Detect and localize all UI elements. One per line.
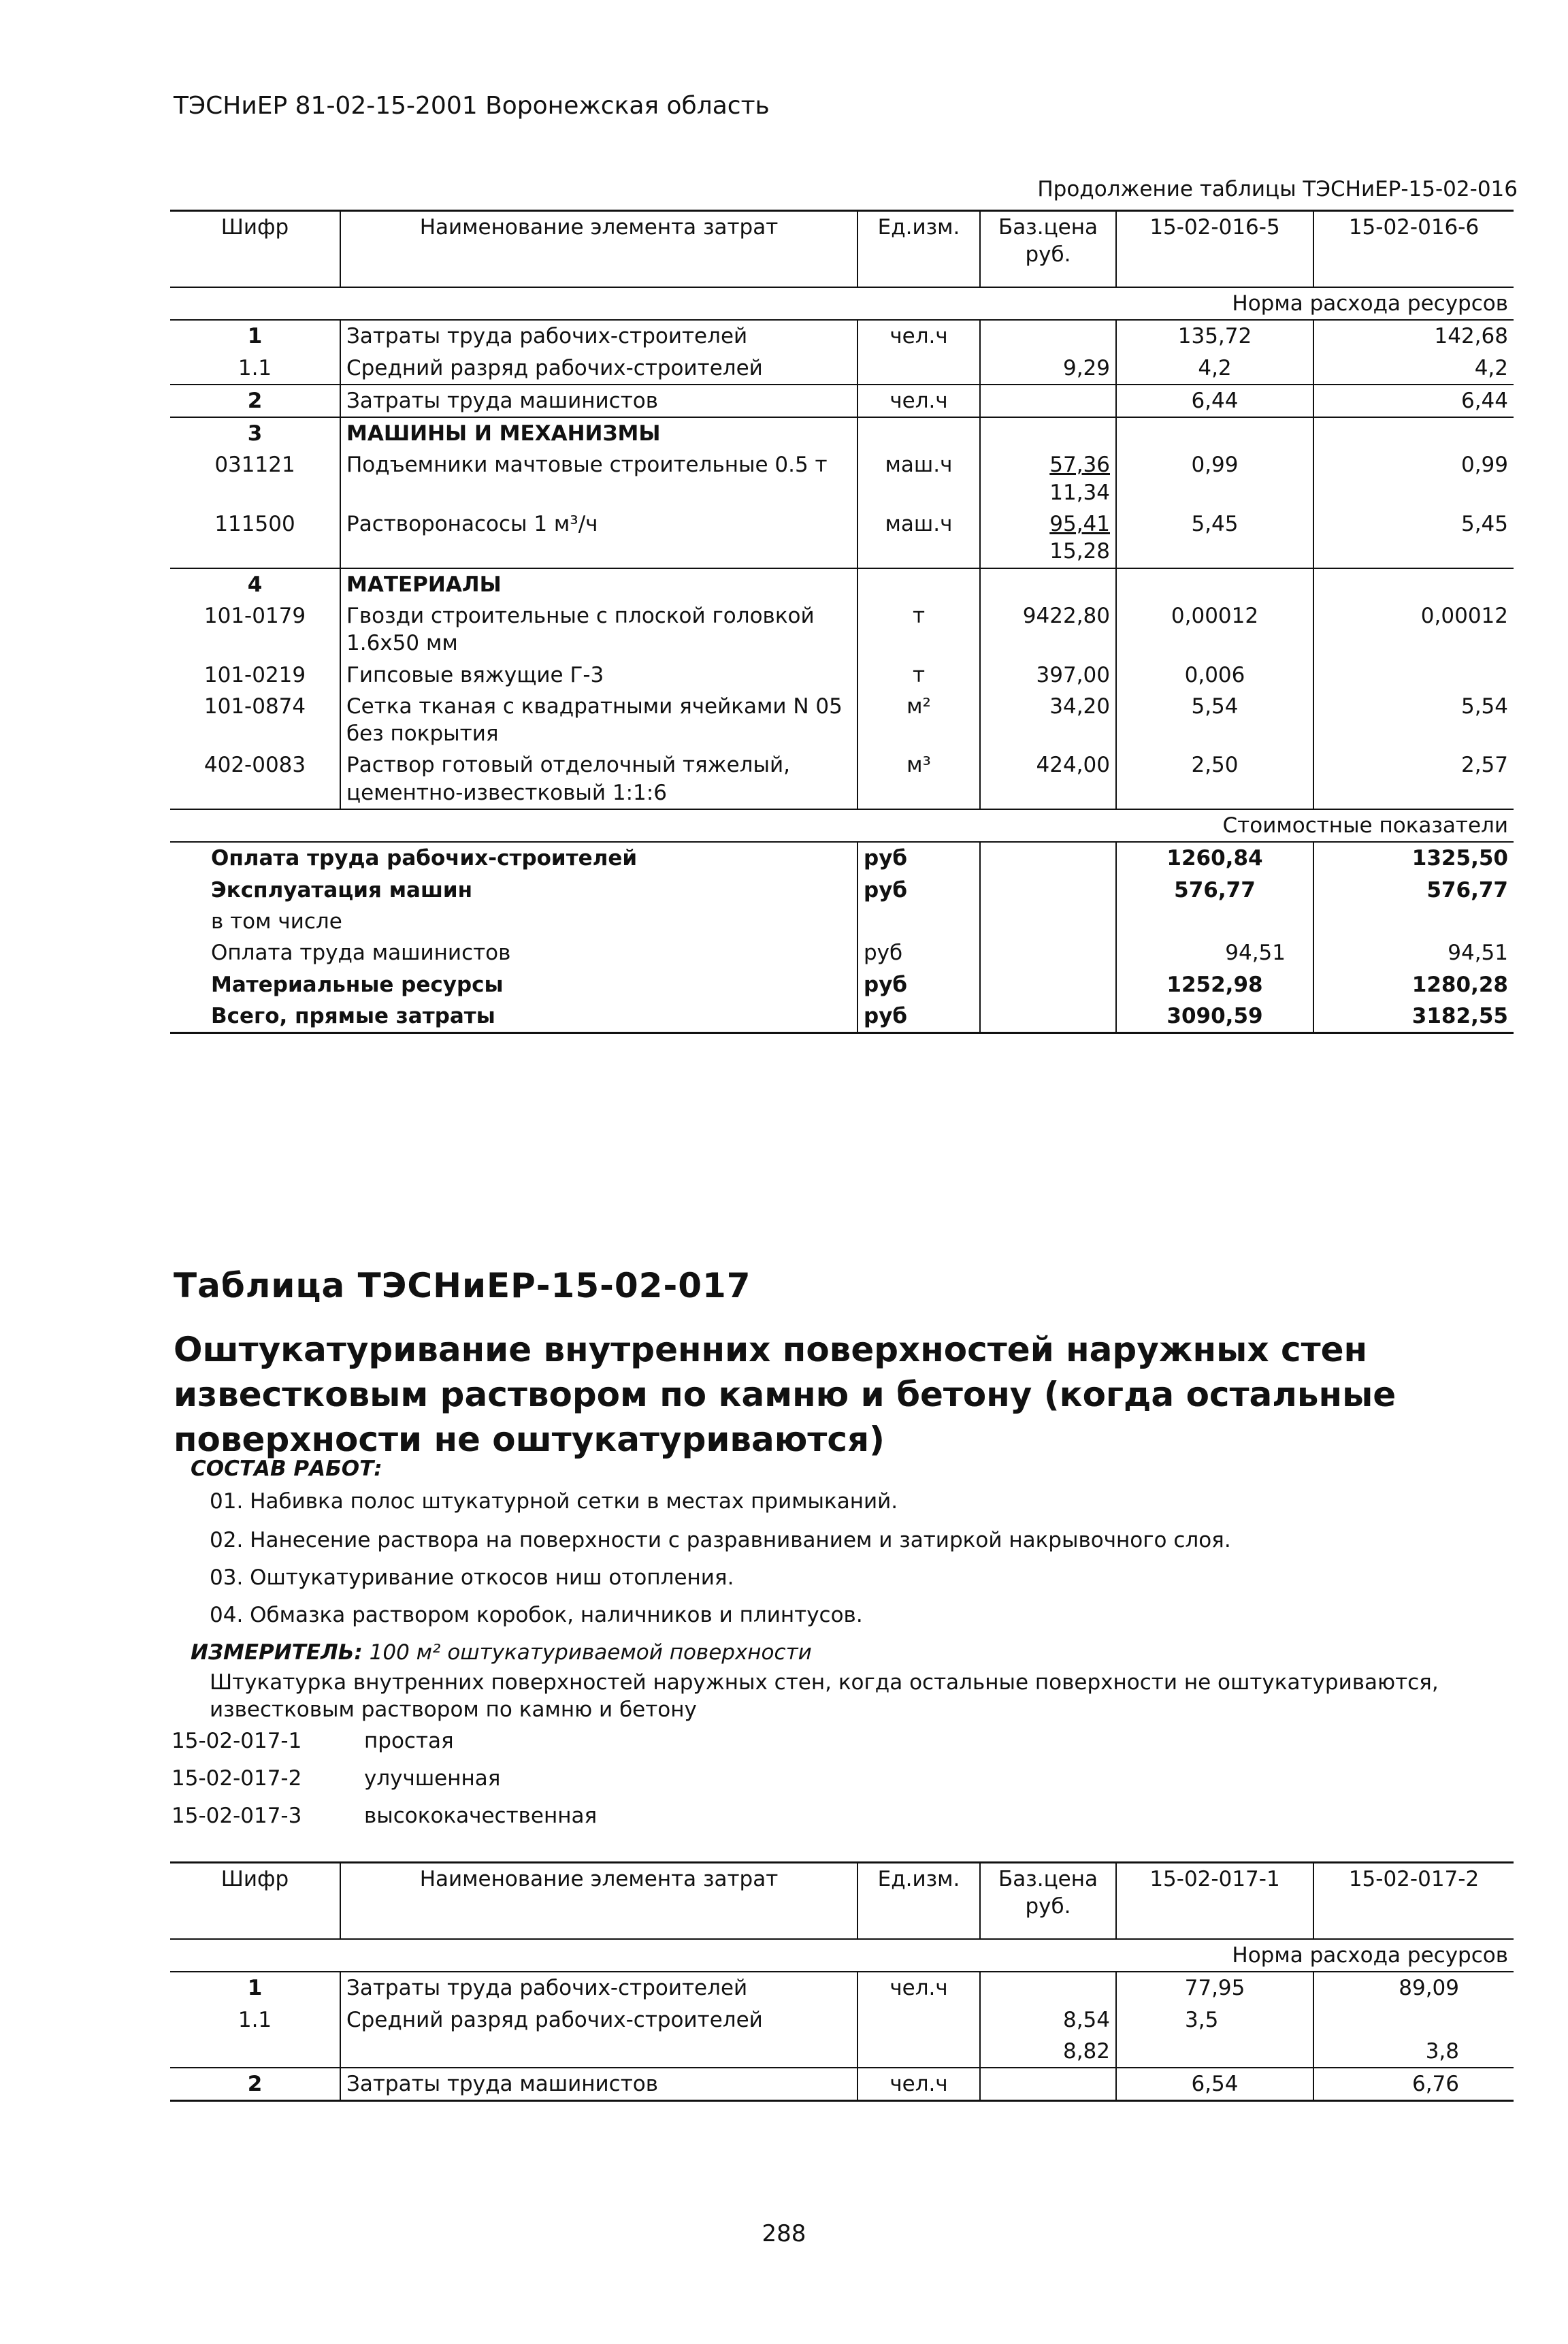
- cost-v1: 1252,98: [1116, 969, 1313, 1000]
- cost-row: [170, 937, 1514, 968]
- cost-v1: 1260,84: [1116, 842, 1313, 874]
- cost-v2: 576,77: [1313, 875, 1514, 906]
- row-unit: т: [858, 660, 980, 691]
- row-unit: маш.ч: [858, 508, 980, 568]
- resource-table-017: [170, 1861, 1514, 2102]
- row-name: Гвозди строительные с плоской головкой 1.6х50 мм: [340, 600, 858, 660]
- row-name: Гипсовые вяжущие Г-3: [340, 660, 858, 691]
- row-code: 1.1: [170, 353, 340, 385]
- cost-header-row: [170, 809, 1514, 842]
- row-name: Средний разряд рабочих-строителей: [340, 2004, 858, 2036]
- row-code: 101-0874: [203, 694, 306, 719]
- row-code: 101-0179: [203, 603, 306, 628]
- cost-v2: 94,51: [1313, 937, 1514, 968]
- cost-label: в том числе: [211, 909, 342, 934]
- row-price: [980, 320, 1116, 352]
- row-v2: 5,45: [1313, 508, 1514, 568]
- table-row: [170, 660, 1514, 691]
- cost-label: Эксплуатация машин: [211, 877, 473, 902]
- row-unit: чел.ч: [858, 1972, 980, 2004]
- table-header-row: [170, 211, 1514, 288]
- row-v2: 142,68: [1313, 320, 1514, 352]
- table-row: [170, 2036, 1514, 2068]
- works-header: СОСТАВ РАБОТ:: [191, 1456, 382, 1481]
- table-header-row: [170, 1863, 1514, 1940]
- row-v1: 77,95: [1116, 1972, 1313, 2004]
- norm-header-row: [170, 1939, 1514, 1972]
- price-bottom: 15,28: [1049, 539, 1110, 564]
- measure-value: 100 м² оштукатуриваемой поверхности: [369, 1640, 812, 1665]
- cost-label: Оплата труда машинистов: [211, 941, 511, 966]
- row-unit: чел.ч: [858, 385, 980, 417]
- cost-v1: 3090,59: [1116, 1000, 1313, 1033]
- variant-name: высококачественная: [364, 1804, 598, 1828]
- price-top: 57,36: [1049, 453, 1110, 478]
- row-code: 4: [247, 572, 263, 597]
- col-price: Баз.цена руб.: [980, 1863, 1116, 1940]
- col-unit: Ед.изм.: [858, 211, 980, 288]
- variant-code: 15-02-017-3: [172, 1804, 302, 1828]
- description: Штукатурка внутренних поверхностей наружных стен, когда остальные поверхности не оштукатуриваются, известковым раствором по камню и бетону: [210, 1670, 1439, 1723]
- cost-row: [170, 875, 1514, 906]
- measure-label: ИЗМЕРИТЕЛЬ:: [191, 1640, 363, 1665]
- row-code: 2: [170, 2068, 340, 2101]
- row-v2: 0,00012: [1313, 600, 1514, 660]
- row-v1: 135,72: [1116, 320, 1313, 352]
- row-v2: 3,8: [1313, 2036, 1514, 2068]
- row-code: 031121: [214, 453, 295, 478]
- measure-line: [191, 1640, 812, 1665]
- cost-header: Стоимостные показатели: [170, 809, 1514, 842]
- col-name: Наименование элемента затрат: [340, 1863, 858, 1940]
- row-price: 8,54: [980, 2004, 1116, 2036]
- col-code: Шифр: [170, 1863, 340, 1940]
- row-v1: 6,44: [1116, 385, 1313, 417]
- cost-row: [170, 842, 1514, 874]
- norm-header: Норма расхода ресурсов: [170, 287, 1514, 320]
- cost-v2: 1280,28: [1313, 969, 1514, 1000]
- row-unit: т: [858, 600, 980, 660]
- row-price: 397,00: [980, 660, 1116, 691]
- col-unit: Ед.изм.: [858, 1863, 980, 1940]
- row-name: Сетка тканая с квадратными ячейками N 05 без покрытия: [340, 691, 858, 750]
- row-v1: 0,006: [1116, 660, 1313, 691]
- cost-unit: руб: [858, 842, 980, 874]
- row-price: 424,00: [980, 749, 1116, 809]
- row-code: 1: [247, 324, 263, 349]
- row-price: 9,29: [980, 353, 1116, 385]
- row-v1: 6,54: [1116, 2068, 1313, 2101]
- cost-row: [170, 969, 1514, 1000]
- col-variant-1: 15-02-016-5: [1116, 211, 1313, 288]
- cost-unit: руб: [858, 1000, 980, 1033]
- table-row: [170, 2004, 1514, 2036]
- price-top: 95,41: [1049, 512, 1110, 537]
- price-bottom: 11,34: [1049, 480, 1110, 505]
- table-row: [170, 1972, 1514, 2004]
- table-row: [170, 600, 1514, 660]
- row-code: 402-0083: [170, 749, 340, 809]
- work-item: 02. Нанесение раствора на поверхности с разравниванием и затиркой накрывочного слоя.: [210, 1528, 1231, 1552]
- cost-label: Оплата труда рабочих-строителей: [211, 846, 638, 871]
- cost-v2: 1325,50: [1313, 842, 1514, 874]
- table-row: [170, 691, 1514, 750]
- row-name: Растворонасосы 1 м³/ч: [340, 508, 858, 568]
- cost-v2: 3182,55: [1313, 1000, 1514, 1033]
- table-row: [170, 508, 1514, 568]
- variant-name: простая: [364, 1729, 454, 1753]
- section-row: [170, 568, 1514, 600]
- row-unit: [858, 2004, 980, 2036]
- row-v2: 89,09: [1313, 1972, 1514, 2004]
- row-code: 3: [247, 421, 263, 446]
- row-code: 2: [170, 385, 340, 417]
- table-row: [170, 320, 1514, 352]
- col-variant-2: 15-02-016-6: [1313, 211, 1514, 288]
- col-variant-2: 15-02-017-2: [1313, 1863, 1514, 1940]
- row-v2: 4,2: [1313, 353, 1514, 385]
- table-name: Оштукатуривание внутренних поверхностей наружных стен известковым раствором по камню и бетону (когда остальные поверхности не оштукатуриваются): [174, 1330, 1396, 1459]
- cost-unit: руб: [858, 875, 980, 906]
- work-item: 04. Обмазка раствором коробок, наличников и плинтусов.: [210, 1603, 863, 1627]
- cost-unit: руб: [858, 969, 980, 1000]
- row-v2: [1313, 2004, 1514, 2036]
- variant-code: 15-02-017-2: [172, 1766, 302, 1791]
- row-name: Затраты труда машинистов: [340, 385, 858, 417]
- norm-header-row: [170, 287, 1514, 320]
- row-unit: чел.ч: [858, 2068, 980, 2101]
- row-unit: м²: [858, 691, 980, 750]
- row-price: [980, 385, 1116, 417]
- resource-table-016: [170, 210, 1514, 1034]
- variant-code: 15-02-017-1: [172, 1729, 302, 1753]
- row-v1: 0,99: [1116, 449, 1313, 508]
- row-price: 9422,80: [980, 600, 1116, 660]
- table-row: [170, 353, 1514, 385]
- row-v1: 4,2: [1116, 353, 1313, 385]
- row-v2: 6,44: [1313, 385, 1514, 417]
- cost-unit: руб: [858, 937, 980, 968]
- col-name: Наименование элемента затрат: [340, 211, 858, 288]
- row-name: Подъемники мачтовые строительные 0.5 т: [340, 449, 858, 508]
- row-name: Средний разряд рабочих-строителей: [340, 353, 858, 385]
- row-price: 34,20: [980, 691, 1116, 750]
- row-v2: 5,54: [1313, 691, 1514, 750]
- row-v1: 3,5: [1116, 2004, 1313, 2036]
- row-unit: чел.ч: [858, 320, 980, 352]
- cost-label: Всего, прямые затраты: [170, 1000, 858, 1033]
- row-v2: 0,99: [1313, 449, 1514, 508]
- row-v2: 6,76: [1313, 2068, 1514, 2101]
- row-unit: маш.ч: [858, 449, 980, 508]
- section-title: МАШИНЫ И МЕХАНИЗМЫ: [340, 417, 858, 449]
- table-row: [170, 449, 1514, 508]
- row-v1: 2,50: [1116, 749, 1313, 809]
- col-code: Шифр: [170, 211, 340, 288]
- work-item: 03. Оштукатуривание откосов ниш отопления.: [210, 1565, 734, 1590]
- continuation-note: Продолжение таблицы ТЭСНиЕР-15-02-016: [1037, 177, 1518, 201]
- section-row: [170, 417, 1514, 449]
- cost-label: Материальные ресурсы: [211, 972, 504, 997]
- row-name: Раствор готовый отделочный тяжелый, цементно-известковый 1:1:6: [340, 749, 858, 809]
- cost-v1: 94,51: [1116, 937, 1313, 968]
- row-unit: [858, 353, 980, 385]
- row-name: Затраты труда рабочих-строителей: [340, 320, 858, 352]
- row-code: 1: [247, 1976, 263, 2001]
- row-v1: 5,45: [1116, 508, 1313, 568]
- row-v2: 2,57: [1313, 749, 1514, 809]
- row-unit: м³: [858, 749, 980, 809]
- row-price: [980, 508, 1116, 568]
- row-price: [980, 1972, 1116, 2004]
- row-v2: [1313, 660, 1514, 691]
- norm-header: Норма расхода ресурсов: [170, 1939, 1514, 1972]
- cost-v1: 576,77: [1116, 875, 1313, 906]
- row-v1: 5,54: [1116, 691, 1313, 750]
- document-header: ТЭСНиЕР 81-02-15-2001 Воронежская область: [174, 92, 770, 120]
- col-price: Баз.цена руб.: [980, 211, 1116, 288]
- row-name: Затраты труда рабочих-строителей: [340, 1972, 858, 2004]
- row-price: [980, 449, 1116, 508]
- row-code: 101-0219: [203, 662, 306, 687]
- row-v1: 0,00012: [1116, 600, 1313, 660]
- row-price: [980, 2068, 1116, 2101]
- table-row: [170, 385, 1514, 417]
- table-row: [170, 749, 1514, 809]
- col-variant-1: 15-02-017-1: [1116, 1863, 1313, 1940]
- section-title: МАТЕРИАЛЫ: [340, 568, 858, 600]
- page-number: 288: [762, 2220, 806, 2247]
- table-row: [170, 2068, 1514, 2101]
- work-item: 01. Набивка полос штукатурной сетки в местах примыканий.: [210, 1489, 898, 1514]
- cost-row: [170, 1000, 1514, 1033]
- table-title: Таблица ТЭСНиЕР-15-02-017: [174, 1266, 751, 1305]
- cost-row: [170, 906, 1514, 937]
- row-code: 1.1: [238, 2007, 272, 2032]
- variant-name: улучшенная: [364, 1766, 501, 1791]
- row-code: 111500: [170, 508, 340, 568]
- row-price: 8,82: [980, 2036, 1116, 2068]
- row-name: Затраты труда машинистов: [340, 2068, 858, 2101]
